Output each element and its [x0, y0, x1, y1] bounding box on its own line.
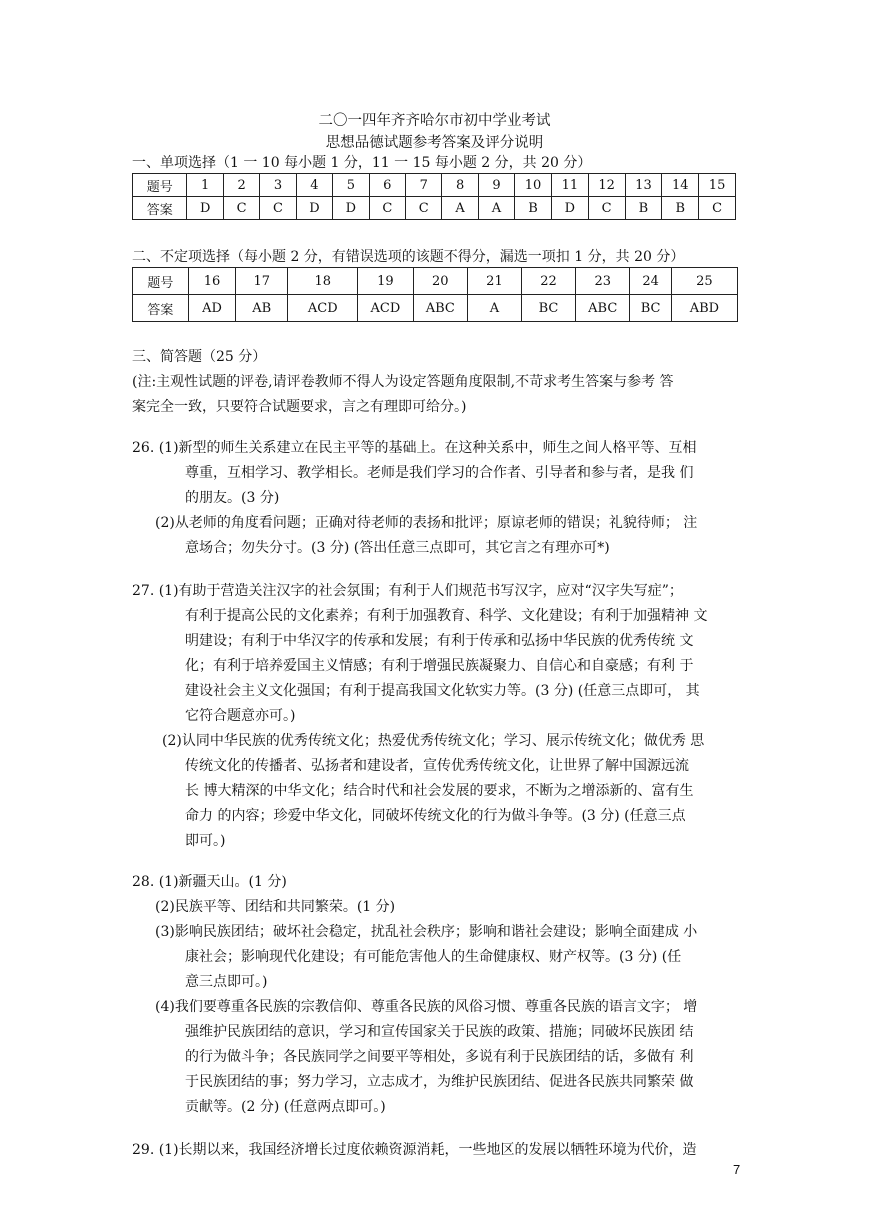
table-cell: 25 — [671, 268, 737, 295]
table-cell: A — [467, 295, 521, 322]
table-cell: 23 — [576, 268, 630, 295]
row-label: 答案 — [133, 295, 189, 322]
row-label: 题号 — [133, 174, 187, 197]
table-cell: D — [333, 197, 369, 220]
table-cell: 24 — [630, 268, 671, 295]
answer-table-1 — [132, 173, 736, 220]
note-line: (注:主观性试题的评卷,请评卷教师不得人为设定答题角度限制,不苛求考生答案与参考 答 — [132, 374, 674, 390]
answer-line: 于民族团结的事；努力学习，立志成才，为维护民族团结、促进各民族共同繁荣 做 — [185, 1074, 694, 1090]
table-cell: C — [699, 197, 736, 220]
table-cell: BC — [521, 295, 575, 322]
table-cell: AB — [236, 295, 288, 322]
table-cell: 16 — [188, 268, 235, 295]
table-cell: B — [625, 197, 662, 220]
table-cell: D — [296, 197, 332, 220]
table-cell: 1 — [187, 174, 223, 197]
table-cell: ACD — [288, 295, 358, 322]
answer-line: (4)我们要尊重各民族的宗教信仰、尊重各民族的风俗习惯、尊重各民族的语言文字； 增 — [155, 999, 698, 1015]
answer-line: 长 博大精深的中华文化；结合时代和社会发展的要求，不断为之增添新的、富有生 — [185, 783, 694, 799]
answer-line: (2)从老师的角度看问题；正确对待老师的表扬和批评；原谅老师的错误；礼貌待师； 注 — [155, 515, 698, 531]
answer-line: 它符合题意亦可。) — [185, 708, 296, 724]
answer-line: 28. (1)新疆天山。(1 分) — [132, 874, 287, 890]
table-cell: 6 — [369, 174, 405, 197]
table-cell: 21 — [467, 268, 521, 295]
table-cell: ABD — [671, 295, 737, 322]
answer-line: 意三点即可。) — [185, 974, 268, 990]
table-row — [133, 197, 736, 220]
table-cell: C — [223, 197, 259, 220]
answer-line: 明建设；有利于中华汉字的传承和发展；有利于传承和弘扬中华民族的优秀传统 文 — [185, 633, 694, 649]
table-cell: D — [187, 197, 223, 220]
answer-line: 康社会；影响现代化建设；有可能危害他人的生命健康权、财产权等。(3 分) (任 — [185, 949, 682, 965]
answer-line: 26. (1)新型的师生关系建立在民主平等的基础上。在这种关系中，师生之间人格平等、互相 — [132, 440, 697, 456]
table-cell: 9 — [478, 174, 514, 197]
table-cell: 14 — [662, 174, 699, 197]
section-1-heading: 一、单项选择（1 一 10 每小题 1 分，11 一 15 每小题 2 分，共 20 分） — [132, 155, 592, 171]
table-cell: 7 — [406, 174, 442, 197]
table-cell: A — [442, 197, 478, 220]
table-cell: B — [515, 197, 552, 220]
table-cell: A — [478, 197, 514, 220]
answer-line: 建设社会主义文化强国；有利于提高我国文化软实力等。(3 分) (任意三点即可， 其 — [185, 683, 700, 699]
exam-title: 二〇一四年齐齐哈尔市初中学业考试 — [318, 113, 551, 129]
table-cell: 15 — [699, 174, 736, 197]
table-row — [133, 295, 738, 322]
answer-line: 29. (1)长期以来，我国经济增长过度依赖资源消耗，一些地区的发展以牺牲环境为代价，造 — [132, 1142, 697, 1158]
table-cell: B — [662, 197, 699, 220]
table-cell: 5 — [333, 174, 369, 197]
answer-line: 27. (1)有助于营造关注汉字的社会氛围；有利于人们规范书写汉字，应对“汉字失写症”； — [132, 583, 683, 599]
table-cell: C — [588, 197, 625, 220]
table-row — [133, 174, 736, 197]
table-row — [133, 268, 738, 295]
table-cell: C — [369, 197, 405, 220]
table-cell: D — [551, 197, 588, 220]
answer-line: (2)认同中华民族的优秀传统文化；热爱优秀传统文化；学习、展示传统文化；做优秀 思 — [162, 733, 705, 749]
page-number: 7 — [733, 1162, 741, 1177]
table-cell: ABC — [413, 295, 467, 322]
answer-table-2 — [132, 267, 738, 322]
answer-line: 尊重，互相学习、教学相长。老师是我们学习的合作者、引导者和参与者，是我 们 — [185, 465, 694, 481]
section-2-heading: 二、不定项选择（每小题 2 分，有错误选项的该题不得分，漏选一项扣 1 分，共 20 分） — [132, 249, 685, 265]
row-label: 答案 — [133, 197, 187, 220]
answer-line: 化；有利于培养爱国主义情感；有利于增强民族凝聚力、自信心和自豪感；有利 于 — [185, 658, 694, 674]
table-cell: 3 — [260, 174, 296, 197]
answer-line: 即可。) — [185, 833, 226, 849]
note-line: 案完全一致，只要符合试题要求，言之有理即可给分。) — [132, 399, 467, 415]
answer-line: 强维护民族团结的意识，学习和宣传国家关于民族的政策、措施；同破坏民族团 结 — [185, 1024, 694, 1040]
table-cell: ACD — [358, 295, 413, 322]
table-cell: 19 — [358, 268, 413, 295]
table-cell: 18 — [288, 268, 358, 295]
answer-line: 意场合；勿失分寸。(3 分) (答出任意三点即可，其它言之有理亦可*) — [185, 540, 610, 556]
table-cell: 13 — [625, 174, 662, 197]
table-cell: AD — [188, 295, 235, 322]
table-cell: 12 — [588, 174, 625, 197]
answer-line: 的行为做斗争；各民族同学之间要平等相处，多说有利于民族团结的话，多做有 利 — [185, 1049, 694, 1065]
answer-line: (3)影响民族团结；破坏社会稳定，扰乱社会秩序；影响和谐社会建设；影响全面建成 小 — [155, 924, 698, 940]
table-cell: ABC — [576, 295, 630, 322]
exam-subtitle: 思想品德试题参考答案及评分说明 — [325, 135, 544, 151]
answer-line: 命力 的内容；珍爱中华文化，同破坏传统文化的行为做斗争等。(3 分) (任意三点 — [185, 808, 686, 824]
table-cell: 4 — [296, 174, 332, 197]
table-cell: C — [406, 197, 442, 220]
table-cell: 22 — [521, 268, 575, 295]
answer-line: 有利于提高公民的文化素养；有利于加强教育、科学、文化建设；有利于加强精神 文 — [185, 608, 708, 624]
answer-line: 的朋友。(3 分) — [185, 490, 280, 506]
table-cell: 20 — [413, 268, 467, 295]
table-cell: C — [260, 197, 296, 220]
table-cell: 2 — [223, 174, 259, 197]
answer-line: 传统文化的传播者、弘扬者和建设者，宣传优秀传统文化，让世界了解中国源远流 — [185, 758, 689, 774]
table-cell: 11 — [551, 174, 588, 197]
table-cell: BC — [630, 295, 671, 322]
section-3-heading: 三、简答题（25 分） — [132, 349, 267, 365]
table-cell: 17 — [236, 268, 288, 295]
answer-line: (2)民族平等、团结和共同繁荣。(1 分) — [155, 899, 396, 915]
row-label: 题号 — [133, 268, 189, 295]
table-cell: 8 — [442, 174, 478, 197]
table-cell: 10 — [515, 174, 552, 197]
answer-line: 贡献等。(2 分) (任意两点即可。) — [185, 1099, 386, 1115]
